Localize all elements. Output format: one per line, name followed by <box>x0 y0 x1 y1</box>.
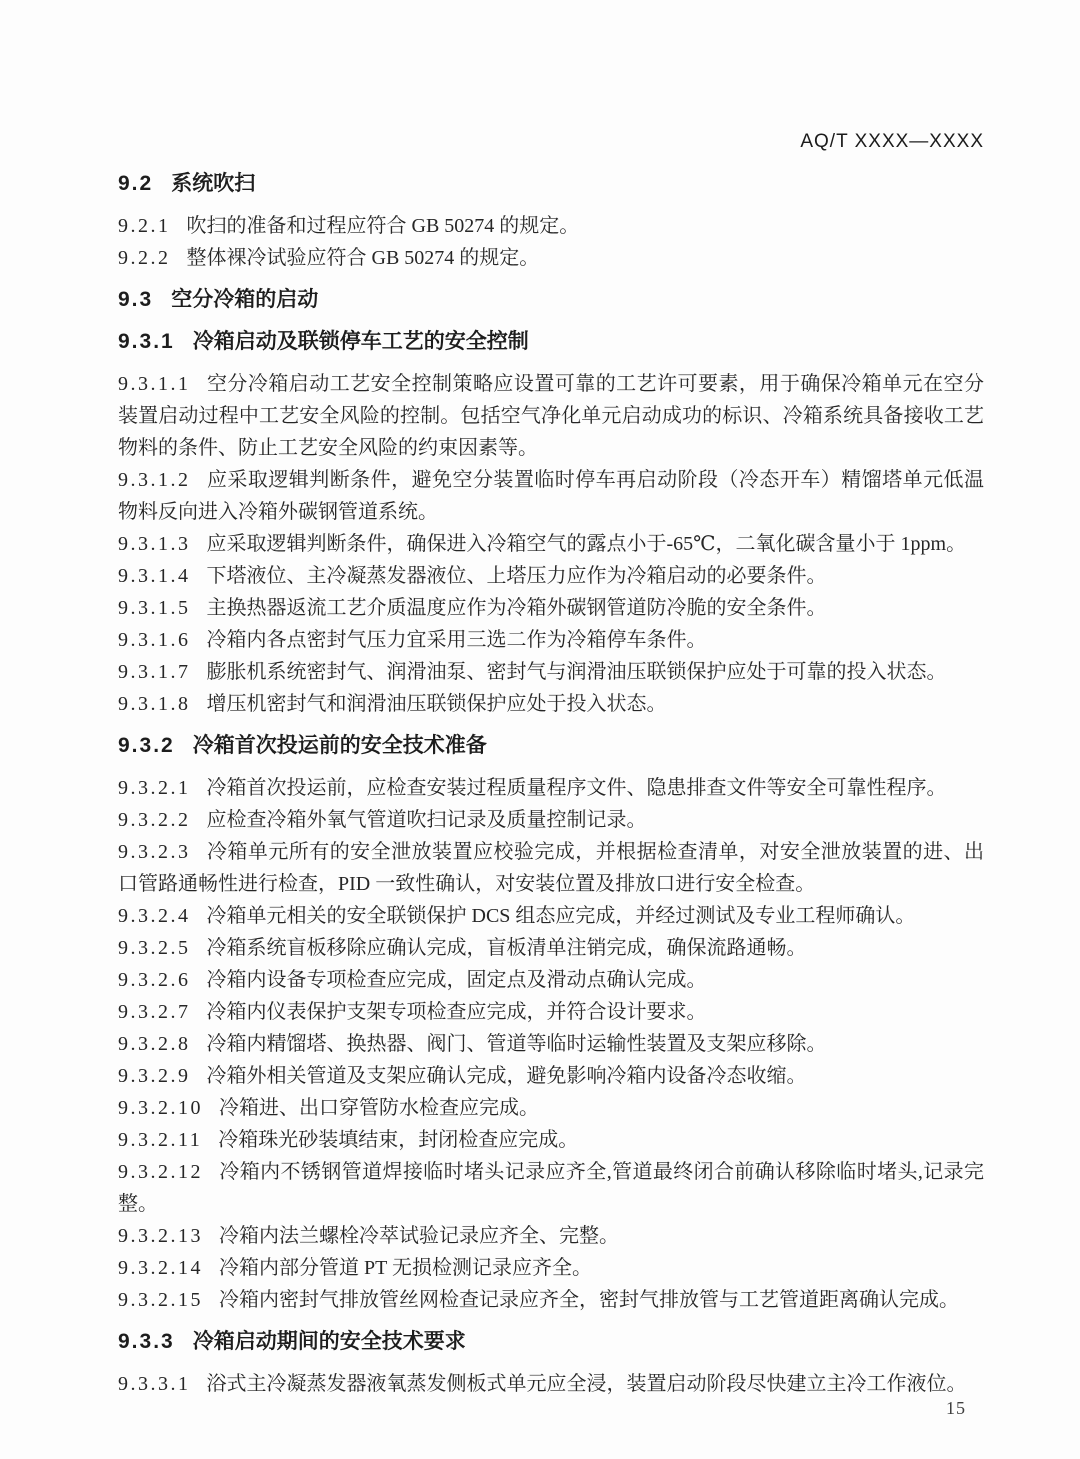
clause-text: 吹扫的准备和过程应符合 GB 50274 的规定。 <box>186 215 580 237</box>
clause-number: 9.3.3.1 <box>118 1373 191 1395</box>
heading-title: 系统吹扫 <box>171 172 256 195</box>
clause-text: 增压机密封气和润滑油压联锁保护应处于投入状态。 <box>206 693 667 715</box>
clause-text: 冷箱单元所有的安全泄放装置应校验完成，并根据检查清单，对安全泄放装置的进、出口管路通畅性进行检查，PID 一致性确认，对安装位置及排放口进行安全检查。 <box>118 841 984 895</box>
clause-item <box>118 528 984 560</box>
clause-number: 9.3.1.8 <box>118 693 191 715</box>
clause-item <box>118 1220 984 1252</box>
clause-number: 9.3.1.3 <box>118 533 191 555</box>
clause-number: 9.3.1.1 <box>118 373 191 395</box>
section-heading <box>118 326 984 358</box>
section-heading <box>118 1326 984 1358</box>
heading-number: 9.3.2 <box>118 734 175 757</box>
clause-item <box>118 900 984 932</box>
clause-item <box>118 1092 984 1124</box>
clause-item <box>118 1060 984 1092</box>
page-number: 15 <box>946 1398 966 1418</box>
clause-number: 9.3.1.6 <box>118 629 191 651</box>
clause-text: 冷箱外相关管道及支架应确认完成，避免影响冷箱内设备冷态收缩。 <box>206 1065 807 1087</box>
clause-text: 冷箱系统盲板移除应确认完成，盲板清单注销完成，确保流路通畅。 <box>206 937 807 959</box>
clause-item <box>118 932 984 964</box>
clause-text: 冷箱内法兰螺栓冷萃试验记录应齐全、完整。 <box>219 1225 619 1247</box>
clause-text: 空分冷箱启动工艺安全控制策略应设置可靠的工艺许可要素，用于确保冷箱单元在空分装置启动过程中工艺安全风险的控制。包括空气净化单元启动成功的标识、冷箱系统具备接收工艺物料的条件、防止工艺安全风险的约束因素等。 <box>118 373 984 459</box>
clause-text: 冷箱内部分管道 PT 无损检测记录应齐全。 <box>219 1257 592 1279</box>
clause-number: 9.3.2.11 <box>118 1129 203 1151</box>
clause-item <box>118 688 984 720</box>
clause-item <box>118 1124 984 1156</box>
clause-item <box>118 1252 984 1284</box>
clause-item <box>118 964 984 996</box>
clause-text: 冷箱内仪表保护支架专项检查应完成，并符合设计要求。 <box>206 1001 707 1023</box>
clause-number: 9.3.2.2 <box>118 809 191 831</box>
clause-item <box>118 996 984 1028</box>
clause-text: 下塔液位、主冷凝蒸发器液位、上塔压力应作为冷箱启动的必要条件。 <box>206 565 827 587</box>
clause-text: 主换热器返流工艺介质温度应作为冷箱外碳钢管道防冷脆的安全条件。 <box>206 597 827 619</box>
clause-text: 整体裸冷试验应符合 GB 50274 的规定。 <box>186 247 540 269</box>
clause-item <box>118 560 984 592</box>
clause-item <box>118 464 984 528</box>
heading-title: 冷箱启动及联锁停车工艺的安全控制 <box>192 330 529 353</box>
clause-item <box>118 242 984 274</box>
clause-item <box>118 210 984 242</box>
clause-number: 9.3.2.15 <box>118 1289 203 1311</box>
clause-text: 应采取逻辑判断条件，避免空分装置临时停车再启动阶段（冷态开车）精馏塔单元低温物料反向进入冷箱外碳钢管道系统。 <box>118 469 984 523</box>
document-header <box>118 131 984 153</box>
clause-item <box>118 368 984 464</box>
standard-code: AQ/T XXXX—XXXX <box>800 131 984 152</box>
clause-text: 冷箱首次投运前，应检查安装过程质量程序文件、隐患排查文件等安全可靠性程序。 <box>206 777 947 799</box>
clause-item <box>118 836 984 900</box>
section-heading <box>118 284 984 316</box>
clause-number: 9.3.1.4 <box>118 565 191 587</box>
clause-item <box>118 624 984 656</box>
clause-text: 膨胀机系统密封气、润滑油泵、密封气与润滑油压联锁保护应处于可靠的投入状态。 <box>206 661 947 683</box>
clause-item <box>118 804 984 836</box>
clause-text: 浴式主冷凝蒸发器液氧蒸发侧板式单元应全浸，装置启动阶段尽快建立主冷工作液位。 <box>206 1373 967 1395</box>
clause-number: 9.2.1 <box>118 215 171 237</box>
clause-text: 应采取逻辑判断条件，确保进入冷箱空气的露点小于-65℃，二氧化碳含量小于 1ppm。 <box>206 533 967 555</box>
clause-text: 冷箱内设备专项检查应完成，固定点及滑动点确认完成。 <box>206 969 707 991</box>
heading-title: 冷箱启动期间的安全技术要求 <box>192 1330 466 1353</box>
heading-number: 9.3 <box>118 288 154 311</box>
heading-number: 9.3.1 <box>118 330 175 353</box>
clause-text: 应检查冷箱外氧气管道吹扫记录及质量控制记录。 <box>206 809 647 831</box>
clause-item <box>118 1284 984 1316</box>
clause-item <box>118 592 984 624</box>
clause-item <box>118 656 984 688</box>
clause-text: 冷箱珠光砂装填结束，封闭检查应完成。 <box>218 1129 579 1151</box>
heading-number: 9.3.3 <box>118 1330 175 1353</box>
clause-number: 9.3.2.7 <box>118 1001 191 1023</box>
clause-number: 9.3.2.6 <box>118 969 191 991</box>
section-heading <box>118 168 984 200</box>
clause-item <box>118 1156 984 1220</box>
clause-text: 冷箱内密封气排放管丝网检查记录应齐全，密封气排放管与工艺管道距离确认完成。 <box>219 1289 959 1311</box>
clause-number: 9.3.2.13 <box>118 1225 203 1247</box>
clause-text: 冷箱内精馏塔、换热器、阀门、管道等临时运输性装置及支架应移除。 <box>206 1033 827 1055</box>
clause-text: 冷箱内各点密封气压力宜采用三选二作为冷箱停车条件。 <box>206 629 707 651</box>
clause-item <box>118 1368 984 1400</box>
heading-title: 冷箱首次投运前的安全技术准备 <box>192 734 487 757</box>
clause-item <box>118 772 984 804</box>
clause-number: 9.2.2 <box>118 247 171 269</box>
heading-number: 9.2 <box>118 172 154 195</box>
clause-number: 9.3.1.2 <box>118 469 191 491</box>
clause-number: 9.3.2.9 <box>118 1065 191 1087</box>
clause-number: 9.3.2.12 <box>118 1161 203 1183</box>
clause-number: 9.3.1.7 <box>118 661 191 683</box>
clause-number: 9.3.2.4 <box>118 905 191 927</box>
section-heading <box>118 730 984 762</box>
document-content <box>118 168 984 1400</box>
clause-number: 9.3.2.8 <box>118 1033 191 1055</box>
clause-text: 冷箱进、出口穿管防水检查应完成。 <box>219 1097 539 1119</box>
clause-number: 9.3.2.3 <box>118 841 191 863</box>
heading-title: 空分冷箱的启动 <box>171 288 319 311</box>
clause-item <box>118 1028 984 1060</box>
clause-text: 冷箱单元相关的安全联锁保护 DCS 组态应完成，并经过测试及专业工程师确认。 <box>206 905 916 927</box>
clause-text: 冷箱内不锈钢管道焊接临时堵头记录应齐全,管道最终闭合前确认移除临时堵头,记录完整。 <box>118 1161 984 1215</box>
clause-number: 9.3.1.5 <box>118 597 191 619</box>
clause-number: 9.3.2.5 <box>118 937 191 959</box>
clause-number: 9.3.2.14 <box>118 1257 203 1279</box>
clause-number: 9.3.2.1 <box>118 777 191 799</box>
clause-number: 9.3.2.10 <box>118 1097 203 1119</box>
